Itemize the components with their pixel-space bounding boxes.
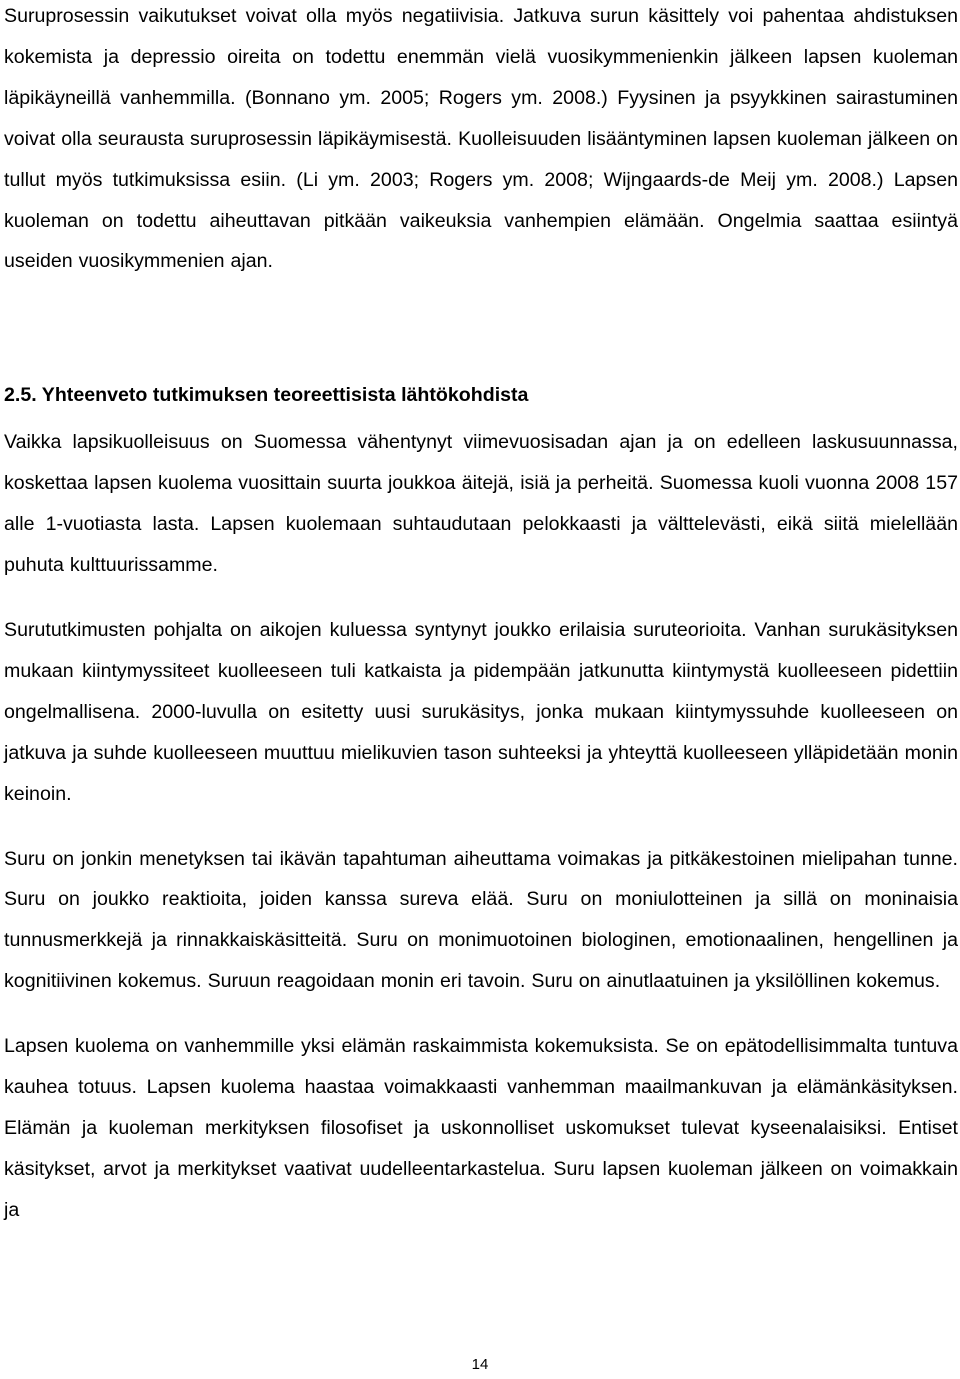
document-page	[4, 0, 958, 1231]
paragraph-child-mortality: Vaikka lapsikuolleisuus on Suomessa vähentynyt viimevuosisadan ajan ja on edelleen laskusuunnassa, koskettaa lapsen kuolema vuosittain suurta joukkoa äitejä, isiä ja perheitä. Suomessa kuoli vuonna 2008 157 alle 1-vuotiasta lasta. Lapsen kuolemaan suhtaudutaan pelokkaasti ja välttelevästi, eikä siitä mielellään puhuta kulttuurissamme.	[4, 431, 958, 577]
paragraph-grief-theories: Surututkimusten pohjalta on aikojen kuluessa syntynyt joukko erilaisia suruteorioita. Vanhan surukäsityksen mukaan kiintymyssiteet kuolleeseen tuli katkaista ja pidempään jatkunutta kiintymystä kuolleeseen pidettiin ongelmallisena. 2000-luvulla on esitetty uusi surukäsitys, jonka mukaan kiintymyssuhde kuolleeseen on jatkuva ja suhde kuolleeseen muuttuu mielikuvien tason suhteeksi ja yhteyttä kuolleeseen ylläpidetään monin keinoin.	[4, 618, 958, 805]
paragraph-grief-definition: Suru on jonkin menetyksen tai ikävän tapahtuman aiheuttama voimakas ja pitkäkestoinen mielipahan tunne. Suru on joukko reaktioita, joiden kanssa sureva elää. Suru on moniulotteinen ja sillä on moninaisia tunnusmerkkejä ja rinnakkaiskäsitteitä. Suru on monimuotoinen biologinen, emotionaalinen, hengellinen ja kognitiivinen kokemus. Suruun reagoidaan monin eri tavoin. Suru on ainutlaatuinen ja yksilöllinen kokemus.	[4, 847, 958, 993]
spacer	[4, 1002, 958, 1026]
page-number: 14	[471, 1356, 489, 1373]
paragraph-child-death-parents: Lapsen kuolema on vanhemmille yksi elämän raskaimmista kokemuksista. Se on epätodellisimmalta tuntuva kauhea totuus. Lapsen kuolema haastaa voimakkaasti vanhemman maailmankuvan ja elämänkäsityksen. Elämän ja kuoleman merkityksen filosofiset ja uskonnolliset uskomukset tulevat kyseenalaisiksi. Entiset käsitykset, arvot ja merkitykset vaativat uudelleentarkastelua. Suru lapsen kuoleman jälkeen on voimakkain ja	[4, 1035, 958, 1221]
spacer	[4, 282, 958, 375]
spacer	[4, 586, 958, 610]
paragraph-grief-negative-effects: Suruprosessin vaikutukset voivat olla myös negatiivisia. Jatkuva surun käsittely voi pahentaa ahdistuksen kokemista ja depressio oireita on todettu enemmän vielä vuosikymmenienkin jälkeen lapsen kuoleman läpikäyneillä vanhemmilla. (Bonnano ym. 2005; Rogers ym. 2008.) Fyysinen ja psyykkinen sairastuminen voivat olla seurausta suruprosessin läpikäymisestä. Kuolleisuuden lisääntyminen lapsen kuoleman jälkeen on tullut myös tutkimuksissa esiin. (Li ym. 2003; Rogers ym. 2008; Wijngaards-de Meij ym. 2008.) Lapsen kuoleman on todettu aiheuttavan pitkään vaikeuksia vanhempien elämään. Ongelmia saattaa esiintyä useiden vuosikymmenien ajan.	[4, 5, 958, 273]
section-heading: 2.5. Yhteenveto tutkimuksen teoreettisista lähtökohdista	[4, 384, 529, 407]
spacer	[4, 815, 958, 839]
